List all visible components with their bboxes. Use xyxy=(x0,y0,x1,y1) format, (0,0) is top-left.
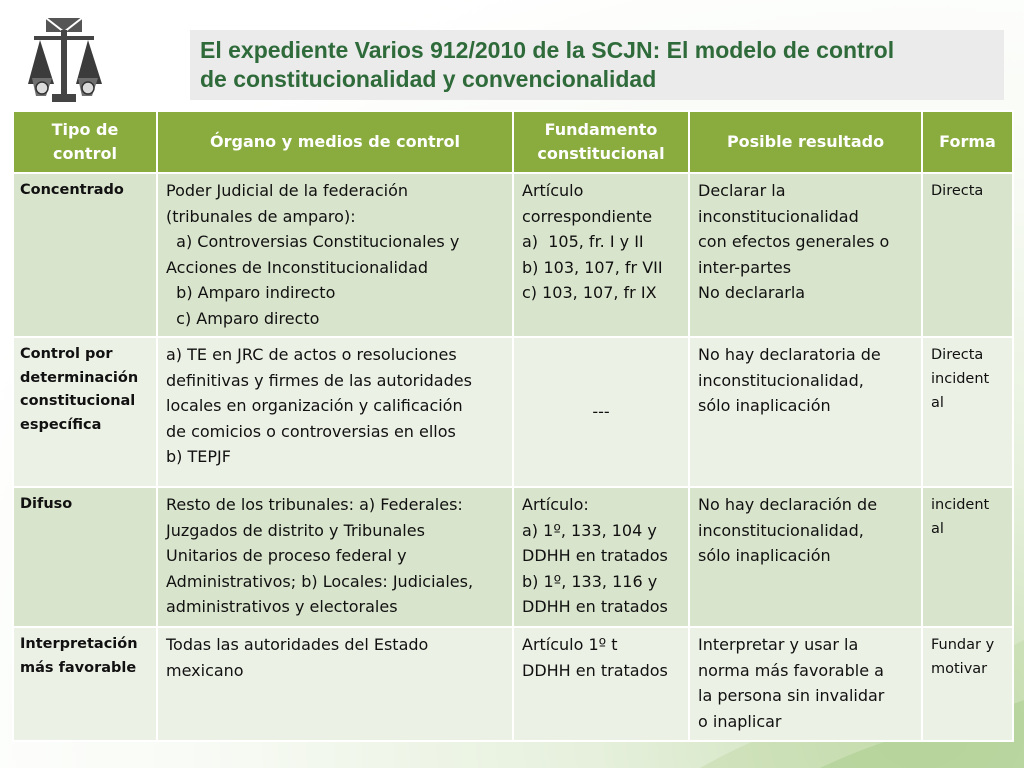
table-header-row xyxy=(13,111,1013,173)
scales-icon xyxy=(24,14,104,110)
cell-tipo: Interpretación más favorable xyxy=(13,627,157,741)
page-title-line-1: El expediente Varios 912/2010 de la SCJN: El modelo de control xyxy=(200,37,895,63)
cell-forma: incident al xyxy=(922,487,1013,627)
cell-resultado: No hay declaratoria de inconstitucionalidad, sólo inaplicación xyxy=(689,337,922,487)
cell-organo: Todas las autoridades del Estado mexicano xyxy=(157,627,513,741)
title-box xyxy=(190,30,1004,100)
cell-tipo: Concentrado xyxy=(13,173,157,337)
header-organo: Órgano y medios de control xyxy=(157,111,513,173)
control-table xyxy=(12,110,1014,742)
cell-fundamento: Artículo correspondiente a) 105, fr. I y II b) 103, 107, fr VII c) 103, 107, fr IX xyxy=(513,173,689,337)
table-row xyxy=(13,337,1013,487)
cell-organo: a) TE en JRC de actos o resoluciones definitivas y firmes de las autoridades locales en organización y calificación de comicios o controversias en ellos b) TEPJF xyxy=(157,337,513,487)
cell-tipo: Control por determinación constitucional específica xyxy=(13,337,157,487)
cell-fundamento: Artículo 1º t DDHH en tratados xyxy=(513,627,689,741)
table-row xyxy=(13,627,1013,741)
cell-forma: Fundar y motivar xyxy=(922,627,1013,741)
cell-forma: Directa xyxy=(922,173,1013,337)
cell-fundamento: --- xyxy=(513,337,689,487)
cell-organo: Resto de los tribunales: a) Federales: Juzgados de distrito y Tribunales Unitarios de proceso federal y Administrativos; b) Locales: Judiciales, administrativos y electorales xyxy=(157,487,513,627)
header-forma: Forma xyxy=(922,111,1013,173)
cell-tipo: Difuso xyxy=(13,487,157,627)
cell-resultado: No hay declaración de inconstitucionalidad, sólo inaplicación xyxy=(689,487,922,627)
cell-resultado: Interpretar y usar la norma más favorable a la persona sin invalidar o inaplicar xyxy=(689,627,922,741)
header-tipo: Tipo de control xyxy=(13,111,157,173)
header-fundamento: Fundamento constitucional xyxy=(513,111,689,173)
page-title xyxy=(200,36,994,94)
cell-forma: Directa incident al xyxy=(922,337,1013,487)
scales-of-justice-logo xyxy=(24,14,104,110)
cell-fundamento: Artículo: a) 1º, 133, 104 y DDHH en tratados b) 1º, 133, 116 y DDHH en tratados xyxy=(513,487,689,627)
table-row xyxy=(13,173,1013,337)
cell-resultado: Declarar la inconstitucionalidad con efectos generales o inter-partes No declararla xyxy=(689,173,922,337)
page-title-line-2: de constitucionalidad y convencionalidad xyxy=(200,66,657,92)
table-row xyxy=(13,487,1013,627)
header-resultado: Posible resultado xyxy=(689,111,922,173)
cell-organo: Poder Judicial de la federación (tribunales de amparo): a) Controversias Constitucionales y Acciones de Inconstitucionalidad b) Amparo indirecto c) Amparo directo xyxy=(157,173,513,337)
